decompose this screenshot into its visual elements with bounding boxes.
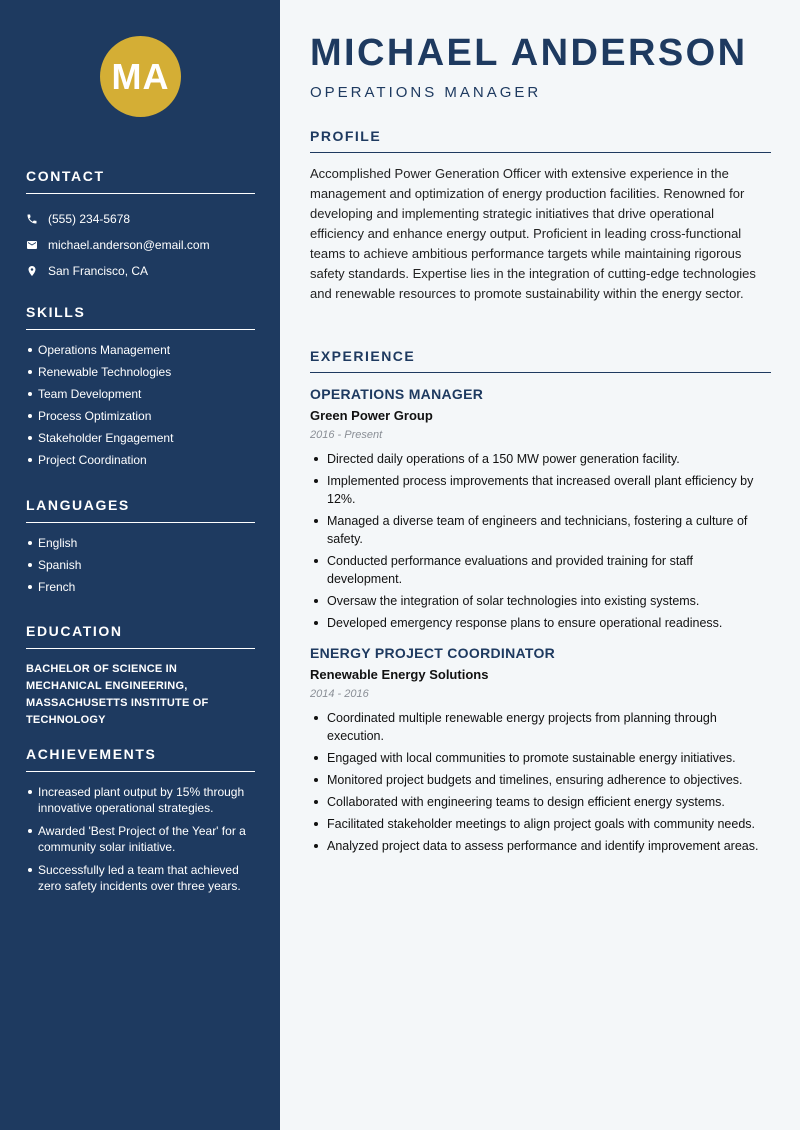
list-item: Managed a diverse team of engineers and technicians, fostering a culture of safety. — [310, 512, 771, 548]
languages-section — [26, 497, 255, 601]
sidebar — [0, 0, 280, 1130]
job-bullets — [310, 450, 771, 632]
company-name: Green Power Group — [310, 408, 433, 423]
contact-phone — [26, 206, 255, 232]
list-item: Conducted performance evaluations and provided training for staff development. — [310, 552, 771, 588]
education-section — [26, 623, 255, 729]
list-item: Coordinated multiple renewable energy projects from planning through execution. — [310, 709, 771, 745]
list-item: Successfully led a team that achieved zero safety incidents over three years. — [26, 862, 255, 894]
education-heading: EDUCATION — [26, 623, 255, 649]
list-item: Developed emergency response plans to ensure operational readiness. — [310, 614, 771, 632]
job-role: OPERATIONS MANAGER — [310, 84, 542, 101]
list-item: Awarded 'Best Project of the Year' for a community solar initiative. — [26, 823, 255, 855]
achievements-heading: ACHIEVEMENTS — [26, 746, 255, 772]
profile-heading: PROFILE — [310, 128, 771, 153]
contact-heading: CONTACT — [26, 168, 255, 194]
avatar: MA — [100, 36, 181, 117]
page-title: MICHAEL ANDERSON — [310, 32, 748, 74]
list-item: Implemented process improvements that increased overall plant efficiency by 12%. — [310, 472, 771, 508]
achievements-list — [26, 784, 255, 894]
job-title: OPERATIONS MANAGER — [310, 386, 484, 402]
job-title: ENERGY PROJECT COORDINATOR — [310, 645, 556, 661]
list-item: Operations Management — [26, 342, 255, 358]
list-item: Analyzed project data to assess performance and identify improvement areas. — [310, 837, 771, 855]
skills-list — [26, 342, 255, 468]
languages-list — [26, 535, 255, 595]
contact-email — [26, 232, 255, 258]
list-item: Stakeholder Engagement — [26, 430, 255, 446]
list-item: Team Development — [26, 386, 255, 402]
experience-heading: EXPERIENCE — [310, 348, 771, 373]
phone-icon — [26, 213, 38, 225]
job-bullets — [310, 709, 771, 855]
list-item: Process Optimization — [26, 408, 255, 424]
phone-text: (555) 234-5678 — [48, 212, 131, 226]
skills-section — [26, 304, 255, 474]
company-name: Renewable Energy Solutions — [310, 667, 489, 682]
skills-heading: SKILLS — [26, 304, 255, 330]
list-item: Facilitated stakeholder meetings to align project goals with community needs. — [310, 815, 771, 833]
location-pin-icon — [26, 265, 38, 277]
list-item: Project Coordination — [26, 452, 255, 468]
list-item: Monitored project budgets and timelines, ensuring adherence to objectives. — [310, 771, 771, 789]
profile-text: Accomplished Power Generation Officer with extensive experience in the management and optimization of energy production facilities. Renowned for developing and implementing strategic initiatives that drive operational efficiency and enhance energy output. Proficient in leading cross-functional teams to achieve ambitious performance targets while maintaining rigorous safety standards. Expertise lies in the integration of cutting-edge technologies and renewable resources to promote sustainability within the energy sector. — [310, 166, 756, 301]
list-item: French — [26, 579, 255, 595]
list-item: Increased plant output by 15% through innovative operational strategies. — [26, 784, 255, 816]
achievements-section — [26, 746, 255, 901]
experience-section — [310, 348, 771, 859]
languages-heading: LANGUAGES — [26, 497, 255, 523]
profile-section — [310, 128, 771, 304]
list-item: Directed daily operations of a 150 MW power generation facility. — [310, 450, 771, 468]
list-item: Renewable Technologies — [26, 364, 255, 380]
job-entry — [310, 386, 771, 632]
email-icon — [26, 239, 38, 251]
email-text: michael.anderson@email.com — [48, 238, 210, 252]
education-degree: BACHELOR OF SCIENCE IN MECHANICAL ENGINEERING, MASSACHUSETTS INSTITUTE OF TECHNOLOGY — [26, 663, 209, 726]
list-item: Spanish — [26, 557, 255, 573]
contact-section — [26, 168, 255, 284]
job-dates: 2014 - 2016 — [310, 688, 369, 700]
job-dates: 2016 - Present — [310, 429, 383, 441]
list-item: Oversaw the integration of solar technologies into existing systems. — [310, 592, 771, 610]
contact-location — [26, 258, 255, 284]
job-entry — [310, 645, 771, 855]
list-item: English — [26, 535, 255, 551]
list-item: Engaged with local communities to promote sustainable energy initiatives. — [310, 749, 771, 767]
list-item: Collaborated with engineering teams to design efficient energy systems. — [310, 793, 771, 811]
location-text: San Francisco, CA — [48, 264, 149, 278]
